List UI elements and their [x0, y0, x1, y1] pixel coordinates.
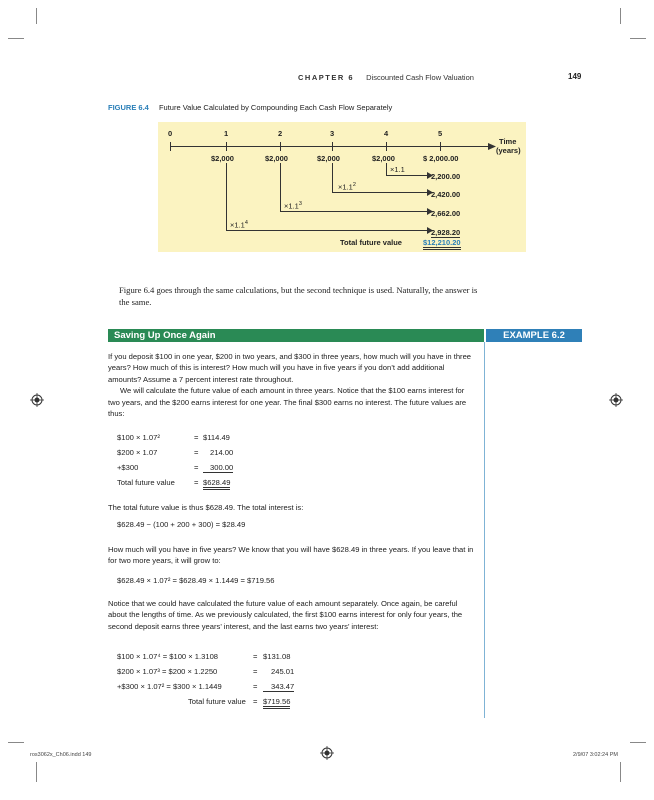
compound-line [226, 163, 227, 230]
calc-expression: $100 × 1.07² [117, 433, 160, 442]
calc-equals: = [194, 478, 199, 487]
period-label: 4 [384, 129, 389, 138]
example-title-bar [108, 329, 484, 342]
calc-equals: = [253, 667, 258, 676]
total-future-value-label: Total future value [340, 238, 402, 247]
file-slug: ros3062x_Ch06.indd 149 [30, 752, 92, 758]
tick-mark [226, 142, 227, 151]
intro-paragraph: Figure 6.4 goes through the same calculations, but the second technique is used. Naturally, the answer is the same. [119, 285, 478, 307]
registration-mark-icon [320, 746, 334, 760]
crop-mark [8, 742, 24, 743]
example-paragraph: Notice that we could have calculated the future value of each amount separately. Once again, be careful about the lengths of time. As we previously calculated, the first $100 earns interest for only four years, the second deposit earns three years’ interest, and the last earns two years’ interest: [108, 599, 463, 631]
axis-arrow-icon [488, 143, 496, 150]
deposit-label: $ 2,000.00 [423, 154, 459, 163]
example-body [108, 351, 478, 419]
period-label: 3 [330, 129, 335, 138]
axis-label: Time [499, 137, 517, 146]
calc-expression: +$300 × 1.07² = $300 × 1.1449 [117, 682, 222, 691]
calc-value: $131.08 [263, 652, 291, 661]
figure-caption [108, 103, 392, 112]
tick-mark [170, 142, 171, 151]
crop-mark [630, 742, 646, 743]
factor-base: ×1.1 [390, 165, 405, 174]
growth-factor [338, 182, 356, 192]
compound-line [332, 192, 430, 193]
calc-equals: = [194, 463, 199, 472]
calc-expression: +$300 [117, 463, 139, 472]
figure-number: FIGURE 6.4 [108, 103, 149, 112]
compound-line [386, 163, 387, 175]
period-label: 2 [278, 129, 283, 138]
running-header [298, 73, 474, 82]
factor-base: ×1.1 [284, 201, 299, 211]
timeline-axis [170, 146, 492, 147]
example-paragraph: We will calculate the future value of each amount in three years. Notice that the $100 earns interest for two years, and the $200 earns interest for one year. The final $300 earns no interest. The future values are thus: [108, 386, 467, 419]
compound-line [386, 175, 430, 176]
period-label: 5 [438, 129, 443, 138]
crop-mark [36, 8, 37, 24]
calc-equals: = [253, 697, 258, 706]
growth-factor [284, 201, 302, 211]
deposit-label: $2,000 [317, 154, 340, 163]
growth-factor [390, 165, 405, 174]
tick-mark [280, 142, 281, 151]
calc-value: 300.00 [203, 463, 233, 473]
future-value: 2,928.20 [431, 228, 461, 237]
example-title: Saving Up Once Again [114, 330, 216, 341]
calc-value: 343.47 [263, 682, 294, 692]
compound-line [280, 211, 430, 212]
chapter-label: CHAPTER 6 [298, 73, 355, 82]
crop-mark [8, 38, 24, 39]
growth-equation: $628.49 × 1.07² = $628.49 × 1.1449 = $719.56 [117, 576, 275, 585]
crop-mark [36, 762, 37, 782]
period-label: 1 [224, 129, 229, 138]
calc-equals: = [194, 433, 199, 442]
example-label: EXAMPLE 6.2 [503, 330, 565, 341]
calc-equals: = [253, 652, 258, 661]
section-title: Discounted Cash Flow Valuation [366, 73, 474, 82]
crop-mark [630, 38, 646, 39]
calc-total-label: Total future value [188, 697, 246, 706]
calc-value: 245.01 [271, 667, 295, 676]
interest-equation: $628.49 − (100 + 200 + 300) = $28.49 [117, 520, 246, 529]
compound-line [226, 230, 430, 231]
deposit-label: $2,000 [211, 154, 234, 163]
calc-total: $719.56 [263, 697, 290, 709]
registration-mark-icon [30, 393, 44, 407]
growth-factor [230, 220, 248, 230]
calc-equals: = [194, 448, 199, 457]
tick-mark [386, 142, 387, 151]
example-paragraph: If you deposit $100 in one year, $200 in two years, and $300 in three years, how much will you have in three years? How much of this is interest? How much will you have in five years if you don’t add additional amounts? Assume a 7 percent interest rate throughout. [108, 352, 472, 384]
deposit-label: $2,000 [372, 154, 395, 163]
factor-exponent: 2 [352, 182, 356, 188]
calc-total-label: Total future value [117, 478, 175, 487]
future-value: 2,420.00 [431, 190, 461, 199]
figure-caption-text: Future Value Calculated by Compounding Each Cash Flow Separately [158, 103, 393, 112]
example-divider [484, 342, 485, 718]
period-label: 0 [168, 129, 173, 138]
factor-exponent: 3 [298, 201, 302, 207]
calc-total: $628.49 [203, 478, 230, 490]
registration-mark-icon [609, 393, 623, 407]
example-paragraph: How much will you have in five years? We know that you will have $628.49 in three years. If you leave that in for two more years, it will grow to: [108, 545, 474, 566]
compound-line [280, 163, 281, 211]
calc-expression: $200 × 1.07 [117, 448, 158, 457]
deposit-label: $2,000 [265, 154, 288, 163]
crop-mark [620, 762, 621, 782]
compound-line [332, 163, 333, 192]
factor-exponent: 4 [244, 220, 248, 226]
calc-expression: $100 × 1.07⁴ = $100 × 1.3108 [117, 652, 219, 661]
calc-value: $114.49 [203, 433, 230, 442]
calc-expression: $200 × 1.07³ = $200 × 1.2250 [117, 667, 218, 676]
print-timestamp: 2/9/07 3:02:24 PM [573, 752, 618, 758]
factor-base: ×1.1 [338, 182, 353, 192]
tick-mark [332, 142, 333, 151]
factor-base: ×1.1 [230, 220, 245, 230]
total-future-value: $12,210.20 [423, 238, 461, 250]
future-value: 2,662.00 [431, 209, 461, 218]
calc-equals: = [253, 682, 258, 691]
example-paragraph: The total future value is thus $628.49. The total interest is: [108, 503, 304, 512]
axis-label-units: (years) [496, 146, 521, 155]
crop-mark [620, 8, 621, 24]
future-value: 2,200.00 [431, 172, 461, 181]
calc-value: 214.00 [210, 448, 234, 457]
example-label-bar [486, 329, 582, 342]
tick-mark [440, 142, 441, 151]
page-number: 149 [568, 72, 582, 81]
